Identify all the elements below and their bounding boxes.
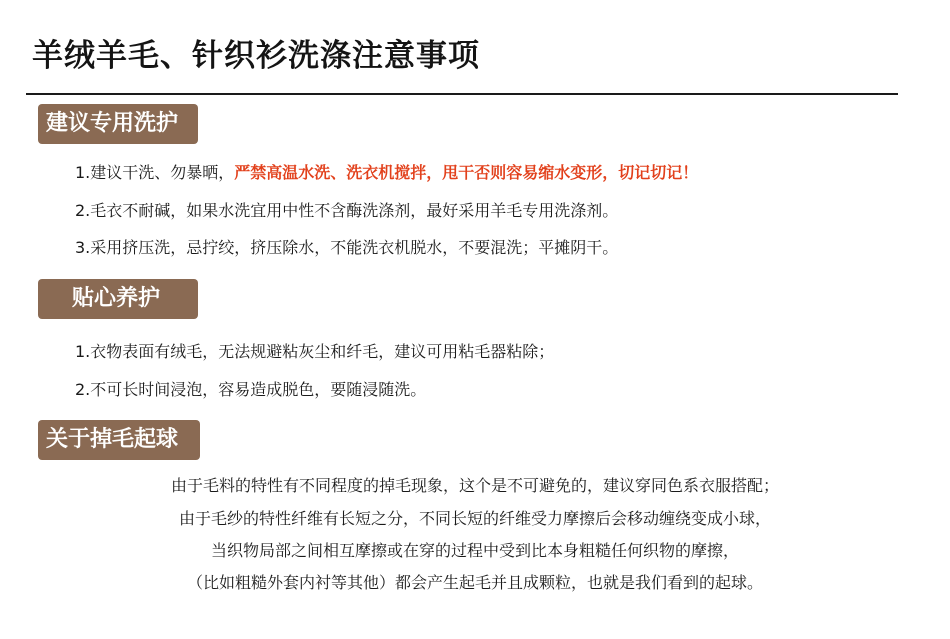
- list-item: 3.采用挤压洗，忌拧绞，挤压除水，不能洗衣机脱水，不要混洗；平摊阴干。: [75, 238, 619, 257]
- paragraph-line: （比如粗糙外套内衬等其他）都会产生起毛并且成颗粒，也就是我们看到的起球。: [186, 573, 763, 592]
- title-divider: [26, 93, 898, 95]
- section-heading-washing: 建议专用洗护: [38, 104, 198, 144]
- page-title: 羊绒羊毛、针织衫洗涤注意事项: [32, 38, 480, 74]
- section-heading-care: 贴心养护: [38, 279, 198, 319]
- list-item: [75, 163, 698, 183]
- list-item: 2.不可长时间浸泡，容易造成脱色，要随浸随洗。: [75, 380, 427, 399]
- paragraph-line: 由于毛料的特性有不同程度的掉毛现象，这个是不可避免的，建议穿同色系衣服搭配；: [170, 476, 779, 495]
- list-item: 1.衣物表面有绒毛，无法规避粘灰尘和纤毛，建议可用粘毛器粘除；: [75, 342, 555, 361]
- paragraph-line: 由于毛纱的特性纤维有长短之分，不同长短的纤维受力摩擦后会移动缠绕变成小球，: [178, 509, 771, 528]
- item-text: 1.建议干洗、勿暴晒，: [75, 163, 235, 182]
- section-heading-pilling: 关于掉毛起球: [38, 420, 200, 460]
- paragraph-line: 当织物局部之间相互摩擦或在穿的过程中受到比本身粗糙任何织物的摩擦，: [210, 541, 739, 560]
- list-item: 2.毛衣不耐碱，如果水洗宜用中性不含酶洗涤剂，最好采用羊毛专用洗涤剂。: [75, 201, 619, 220]
- warning-text: 严禁高温水洗、洗衣机搅拌，甩干否则容易缩水变形，切记切记！: [234, 163, 699, 182]
